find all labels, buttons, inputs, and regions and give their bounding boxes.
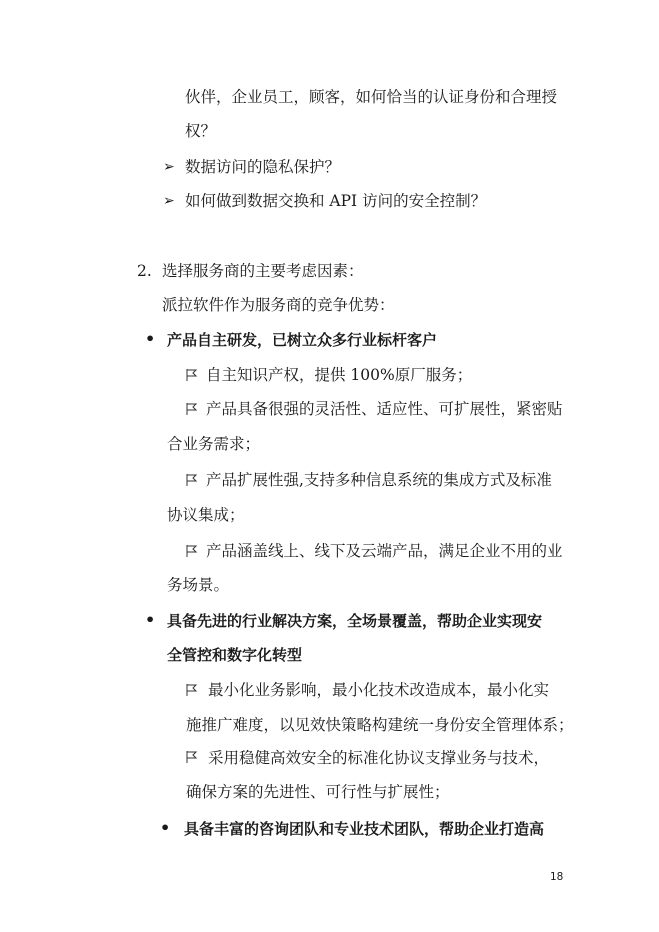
section-number: 2. [137,262,152,280]
flag-icon [186,369,199,381]
flag-icon [186,684,199,696]
bullet-1-sub-2a: 产品具备很强的灵活性、适应性、可扩展性，紧密贴 [206,400,563,418]
intro-line-1: 伙伴，企业员工，顾客，如何恰当的认证身份和合理授 [185,88,558,106]
bullet-1-sub-3b: 协议集成； [167,506,245,524]
bullet-2-title-b: 全管控和数字化转型 [167,646,303,664]
bullet-1-sub-3a: 产品扩展性强,支持多种信息系统的集成方式及标准 [206,471,552,489]
arrow-item-1: 数据访问的隐私保护？ [185,158,341,176]
flag-icon [186,545,199,557]
bullet-2-sub-1a: 最小化业务影响，最小化技术改造成本，最小化实 [208,681,550,699]
bullet-2-title-a: 具备先进的行业解决方案，全场景覆盖，帮助企业实现安 [167,612,543,630]
arrow-bullet-icon: ➢ [163,159,175,175]
section-heading: 选择服务商的主要考虑因素： [162,262,364,280]
bullet-1-sub-1: 自主知识产权，提供 100%原厂服务； [206,366,473,384]
bullet-dot-icon: • [160,818,171,837]
page-number: 18 [550,871,564,883]
bullet-1-sub-4b: 务场景。 [167,576,230,594]
bullet-1-title: 产品自主研发，已树立众多行业标杆客户 [167,331,438,349]
bullet-dot-icon: • [145,610,156,629]
bullet-3-title: 具备丰富的咨询团队和专业技术团队，帮助企业打造高 [184,820,545,838]
bullet-2-sub-2b: 确保方案的先进性、可行性与扩展性； [186,783,450,801]
arrow-bullet-icon: ➢ [163,193,175,209]
bullet-dot-icon: • [145,329,156,348]
bullet-1-sub-4a: 产品涵盖线上、线下及云端产品，满足企业不用的业 [206,542,563,560]
bullet-2-sub-1b: 施推广难度，以见效快策略构建统一身份安全管理体系； [186,716,574,734]
arrow-item-2: 如何做到数据交换和 API 访问的安全控制？ [185,192,487,210]
flag-icon [186,403,199,415]
intro-line-2: 权？ [185,122,217,140]
flag-icon [186,751,199,763]
bullet-2-sub-2a: 采用稳健高效安全的标准化协议支撑业务与技术， [208,749,550,767]
bullet-1-sub-2b: 合业务需求； [167,435,261,453]
flag-icon [186,474,199,486]
section-subheading: 派拉软件作为服务商的竞争优势： [162,296,395,314]
